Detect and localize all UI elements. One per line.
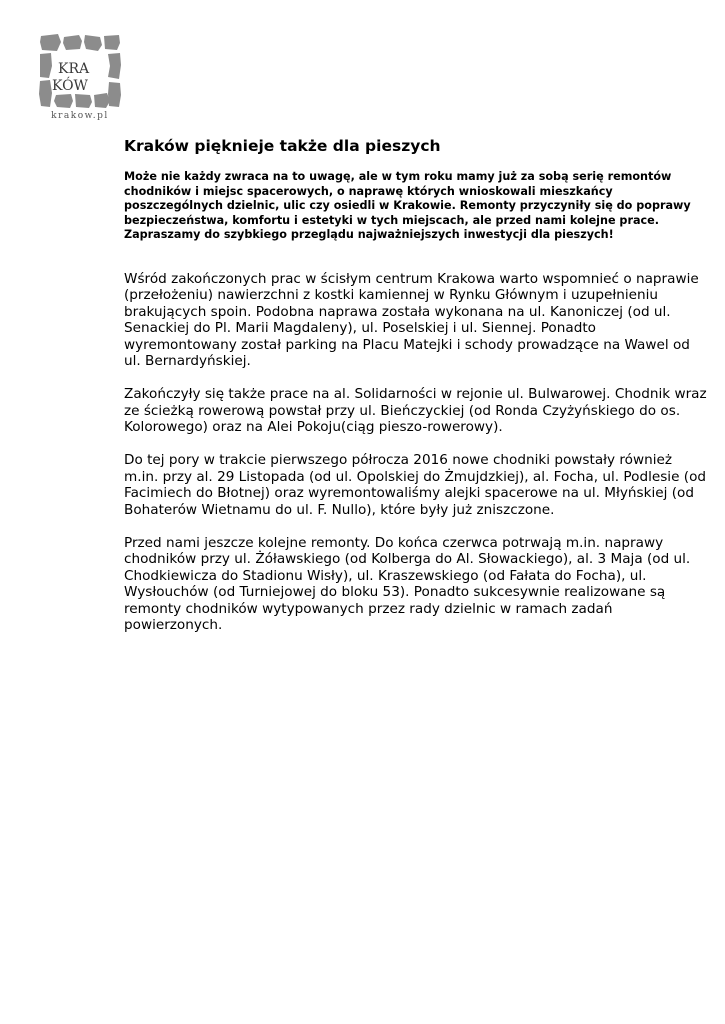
- logo-text-line1: KRA: [58, 61, 90, 77]
- article-paragraph: Do tej pory w trakcie pierwszego półrocza 2016 nowe chodniki powstały również m.in. przy al. 29 Listopada (od ul. Opolskiej do Żmujdzkiej), al. Focha, ul. Podlesie (od Facimiech do Błotnej) oraz wyremontowaliśmy alejki spacerowe na ul. Młyńskiej (od Bohaterów Wietnamu do ul. F. Nullo), które były już zniszczone.: [124, 452, 707, 518]
- article-title: Kraków pięknieje także dla pieszych: [124, 137, 441, 155]
- krakow-logo-mark: [38, 33, 122, 109]
- logo-url: krakow.pl: [51, 111, 109, 121]
- krakow-logo: [38, 33, 122, 123]
- article-lead: Może nie każdy zwraca na to uwagę, ale w tym roku mamy już za sobą serię remontów chodników i miejsc spacerowych, o naprawę których wnioskowali mieszkańcy poszczególnych dzielnic, ulic czy osiedli w Krakowie. Remonty przyczyniły się do poprawy bezpieczeństwa, komfortu i estetyki w tych miejscach, ale przed nami kolejne prace. Zapraszamy do szybkiego przeglądu najważniejszych inwestycji dla pieszych!: [124, 170, 691, 242]
- logo-text-line2: KÓW: [52, 78, 88, 94]
- article-paragraph: Zakończyły się także prace na al. Solidarności w rejonie ul. Bulwarowej. Chodnik wraz ze ścieżką rowerową powstał przy ul. Bieńczyckiej (od Ronda Czyżyńskiego do os. Kolorowego) oraz na Alei Pokoju(ciąg pieszo-rowerowy).: [124, 386, 707, 436]
- article-paragraph: Przed nami jeszcze kolejne remonty. Do końca czerwca potrwają m.in. naprawy chodników przy ul. Żóławskiego (od Kolberga do Al. Słowackiego), al. 3 Maja (od ul. Chodkiewicza do Stadionu Wisły), ul. Kraszewskiego (od Fałata do Focha), ul. Wysłouchów (od Turniejowej do bloku 53). Ponadto sukcesywnie realizowane są remonty chodników wytypowanych przez rady dzielnic w ramach zadań powierzonych.: [124, 534, 691, 634]
- article-paragraph: Wśród zakończonych prac w ścisłym centrum Krakowa warto wspomnieć o naprawie (przełożeniu) nawierzchni z kostki kamiennej w Rynku Głównym i uzupełnieniu brakujących spoin. Podobna naprawa została wykonana na ul. Kanoniczej (od ul. Senackiej do Pl. Marii Magdaleny), ul. Poselskiej i ul. Siennej. Ponadto wyremontowany został parking na Placu Matejki i schody prowadzące na Wawel od ul. Bernardyńskiej.: [124, 270, 699, 370]
- article: [124, 136, 709, 650]
